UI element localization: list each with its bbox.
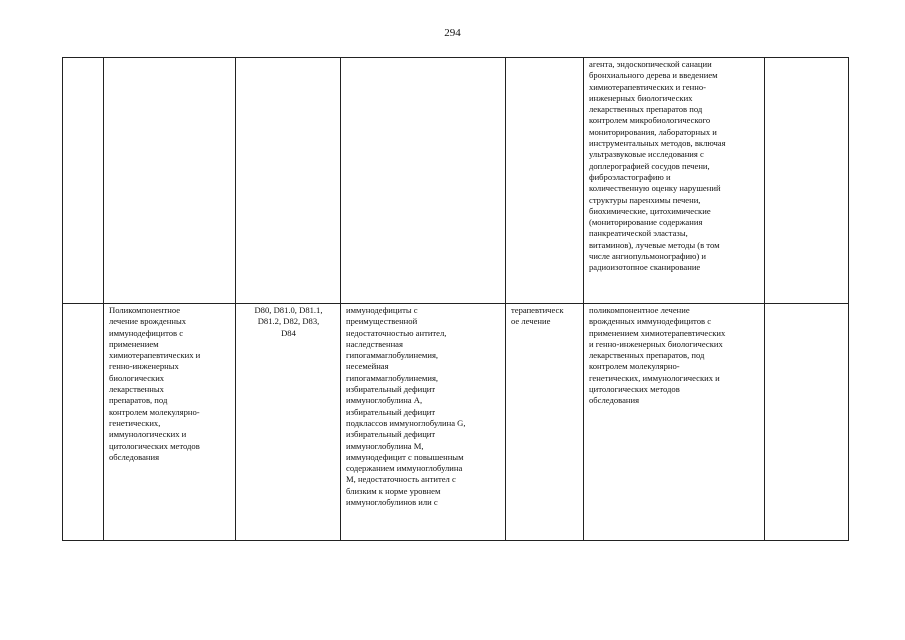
table-row-continued	[63, 58, 849, 304]
treatment-type-text: терапевтическ ое лечение	[511, 305, 564, 327]
cell-cost	[765, 304, 849, 541]
cell-treatment-type	[506, 58, 584, 304]
methods-text: агента, эндоскопической санации бронхиального дерева и введением химиотерапевтических и генно- инженерных биологических лекарственных препаратов под контролем микробиологического мониторирования, лабораторных и инструментальных методов, включая ультразвуковые исследования с доплерографией сосудов печени, фиброэластографию и количественную оценку нарушений структуры паренхимы печени, биохимические, цитохимические (мониторирование содержания панкреатической эластазы, витаминов), лучевые методы (в том числе ангиопульмонографию) и радиоизотопное сканирование	[589, 59, 726, 273]
page-number: 294	[444, 27, 461, 39]
methods-text: поликомпонентное лечение врожденных иммунодефицитов с применением химиотерапевтических и генно-инженерных биологических лекарственных препаратов, под контролем молекулярно- генетических, иммунологических и цитологических методов обследования	[589, 305, 726, 406]
cell-methods	[584, 304, 765, 541]
cell-number	[63, 58, 104, 304]
services-table	[62, 57, 849, 541]
codes-text: D80, D81.0, D81.1, D81.2, D82, D83, D84	[254, 305, 323, 338]
cell-model	[341, 58, 506, 304]
table-row	[63, 304, 849, 541]
cell-name	[104, 304, 236, 541]
cell-methods	[584, 58, 765, 304]
model-text: иммунодефициты с преимущественной недостаточностью антител, наследственная гипогаммаглобулинемия, несемейная гипогаммаглобулинемия, избирательный дефицит иммуноглобулина A, избирательный дефицит подклассов иммуноглобулина G, избирательный дефицит иммуноглобулина M, иммунодефицит с повышенным содержанием иммуноглобулина M, недостаточность антител с близким к норме уровнем иммуноглобулинов или с	[346, 305, 466, 508]
cell-name	[104, 58, 236, 304]
cell-codes	[236, 58, 341, 304]
cell-treatment-type	[506, 304, 584, 541]
cell-cost	[765, 58, 849, 304]
name-text: Поликомпонентное лечение врожденных иммунодефицитов с применением химиотерапевтических и генно-инженерных биологических лекарственных препаратов, под контролем молекулярно- генетических, иммунологических и цитологических методов обследования	[109, 305, 201, 462]
cell-number	[63, 304, 104, 541]
cell-codes	[236, 304, 341, 541]
cell-model	[341, 304, 506, 541]
